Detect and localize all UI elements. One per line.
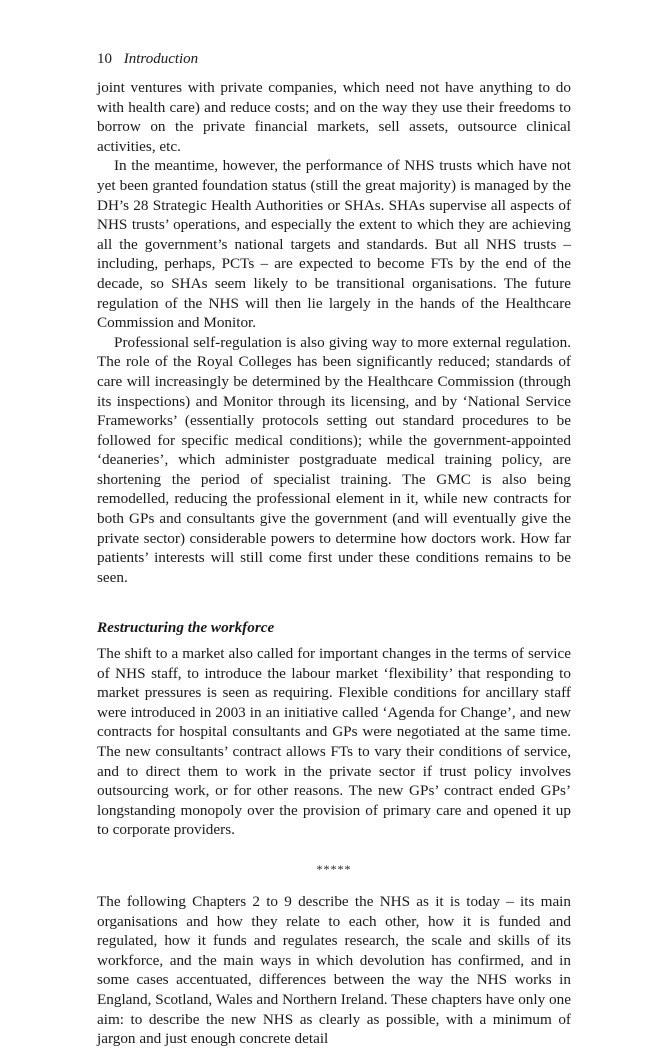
running-head — [97, 50, 198, 68]
paragraph-1: joint ventures with private companies, which need not have anything to do with health care) and reduce costs; and on the way they use their freedoms to borrow on the private financial markets, sell assets, outsource clinical activities, etc. — [97, 79, 571, 155]
paragraph-5: The following Chapters 2 to 9 describe the NHS as it is today – its main organisations and how they relate to each other, how it is funded and regulated, how it funds and regulates research, the scale and skills of its workforce, and the main ways in which devolution has confirmed, and in some cases accentuated, differences between the way the NHS works in England, Scotland, Wales and Northern Ireland. These chapters have only one aim: to describe the new NHS as clearly as possible, with a minimum of jargon and just enough concrete detail — [97, 892, 571, 1048]
body-text — [97, 78, 571, 1049]
paragraph-4: The shift to a market also called for important changes in the terms of service of NHS staff, to introduce the labour market ‘flexibility’ that responding to market pressures is seen as requiring. Flexible conditions for ancillary staff were introduced in 2003 in an initiative called ‘Agenda for Change’, and new contracts for hospital consultants and GPs were negotiated at the same time. The new consultants’ contract allows FTs to vary their conditions of service, and to direct them to work in the private sector if trust policy involves outsourcing work, or for other reasons. The new GPs’ contract ended GPs’ longstanding monopoly over the provision of primary care and opened it up to corporate providers. — [97, 645, 571, 839]
paragraph-3: Professional self-regulation is also giving way to more external regulation. The role of the Royal Colleges has been significantly reduced; standards of care will increasingly be determined by the Healthcare Commission (through its inspections) and Monitor through its licensing, and by ‘National Service Frameworks’ (essentially protocols setting out standard procedures to be followed for specific medical conditions); while the government-appointed ‘deaneries’, which administer postgraduate medical training policy, are shortening the period of specialist training. The GMC is also being remodelled, reducing the professional element in it, while new contracts for both GPs and consultants give the government (and will eventually give the private sector) considerable powers to determine how doctors work. How far patients’ interests will still come first under these conditions remains to be seen. — [97, 333, 571, 586]
section-separator: ***** — [316, 861, 352, 876]
page-number: 10 — [97, 51, 112, 67]
running-title: Introduction — [123, 51, 199, 67]
paragraph-2: In the meantime, however, the performance of NHS trusts which have not yet been granted foundation status (still the great majority) is managed by the DH’s 28 Strategic Health Authorities or SHAs. SHAs supervise all aspects of NHS trusts’ operations, and especially the extent to which they are achieving all the government’s national targets and standards. But all NHS trusts – including, perhaps, PCTs – are expected to become FTs by the end of the decade, so SHAs seem likely to be transitional organisations. The future regulation of the NHS will then lie largely in the hands of the Healthcare Commission and Monitor. — [97, 157, 571, 332]
section-heading: Restructuring the workforce — [97, 619, 275, 637]
